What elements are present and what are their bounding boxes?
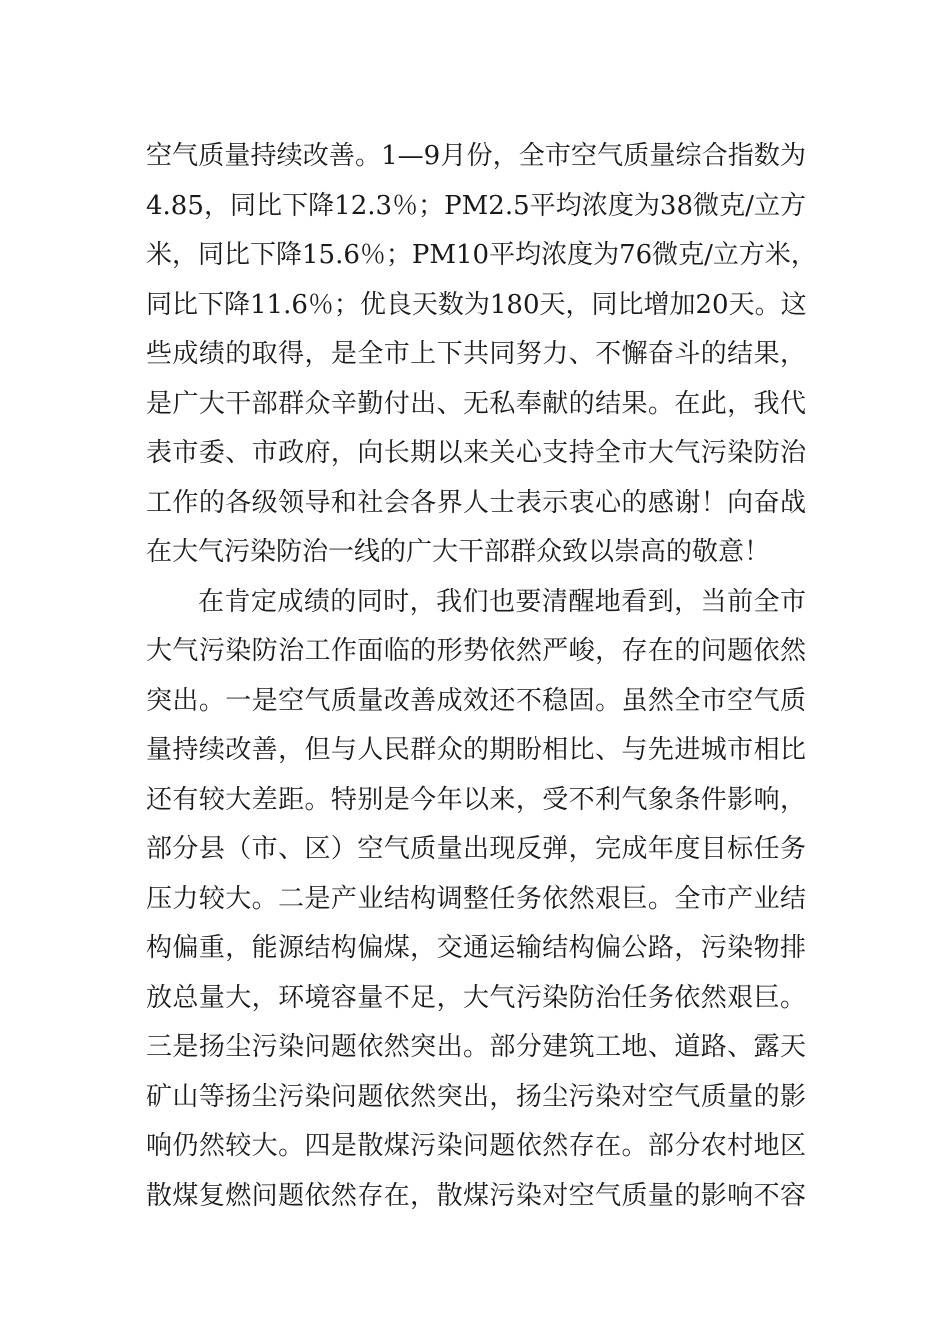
- body-text: [146, 132, 817, 1221]
- paragraph-2-line-1: 在肯定成绩的同时，我们也要清醒地看到，当前全市: [198, 586, 806, 617]
- paragraph-1-line-3: 米，同比下降15.6％；PM10平均浓度为76微克/立方米，: [146, 240, 817, 270]
- paragraph-2-line-2: 大气污染防治工作面临的形势依然严峻，存在的问题依然: [146, 636, 806, 666]
- paragraph-2-line-6: 部分县（市、区）空气质量出现反弹，完成年度目标任务: [146, 834, 806, 864]
- paragraph-2-line-10: 三是扬尘污染问题依然突出。部分建筑工地、道路、露天: [146, 1032, 806, 1062]
- paragraph-1-line-8: 工作的各级领导和社会各界人士表示衷心的感谢！向奋战: [146, 487, 806, 518]
- paragraph-1-line-1: 空气质量持续改善。1—9月份，全市空气质量综合指数为: [146, 141, 806, 171]
- paragraph-1-line-2: 4.85，同比下降12.3％；PM2.5平均浓度为38微克/立方: [146, 190, 806, 221]
- paragraph-1-line-7: 表市委、市政府，向长期以来关心支持全市大气污染防治: [146, 438, 806, 468]
- paragraph-2-line-8: 构偏重，能源结构偏煤，交通运输结构偏公路，污染物排: [146, 933, 806, 963]
- paragraph-2-line-3: 突出。一是空气质量改善成效还不稳固。虽然全市空气质: [146, 685, 806, 716]
- paragraph-1-line-4: 同比下降11.6％；优良天数为180天，同比增加20天。这: [146, 289, 807, 320]
- paragraph-1-line-6: 是广大干部群众辛勤付出、无私奉献的结果。在此，我代: [146, 388, 806, 419]
- paragraph-2-line-4: 量持续改善，但与人民群众的期盼相比、与先进城市相比: [146, 735, 806, 765]
- paragraph-1-line-9: 在大气污染防治一线的广大干部群众致以崇高的敬意！: [146, 537, 771, 567]
- paragraph-2-line-11: 矿山等扬尘污染问题依然突出，扬尘污染对空气质量的影: [146, 1081, 806, 1112]
- paragraph-2-line-7: 压力较大。二是产业结构调整任务依然艰巨。全市产业结: [146, 883, 806, 914]
- paragraph-1-line-5: 些成绩的取得，是全市上下共同努力、不懈奋斗的结果，: [146, 339, 806, 369]
- paragraph-2-line-12: 响仍然较大。四是散煤污染问题依然存在。部分农村地区: [146, 1131, 806, 1161]
- paragraph-2-line-9: 放总量大，环境容量不足，大气污染防治任务依然艰巨。: [146, 982, 806, 1013]
- paragraph-2-line-5: 还有较大差距。特别是今年以来，受不利气象条件影响，: [146, 784, 806, 815]
- paragraph-2-line-13: 散煤复燃问题依然存在，散煤污染对空气质量的影响不容: [146, 1180, 806, 1211]
